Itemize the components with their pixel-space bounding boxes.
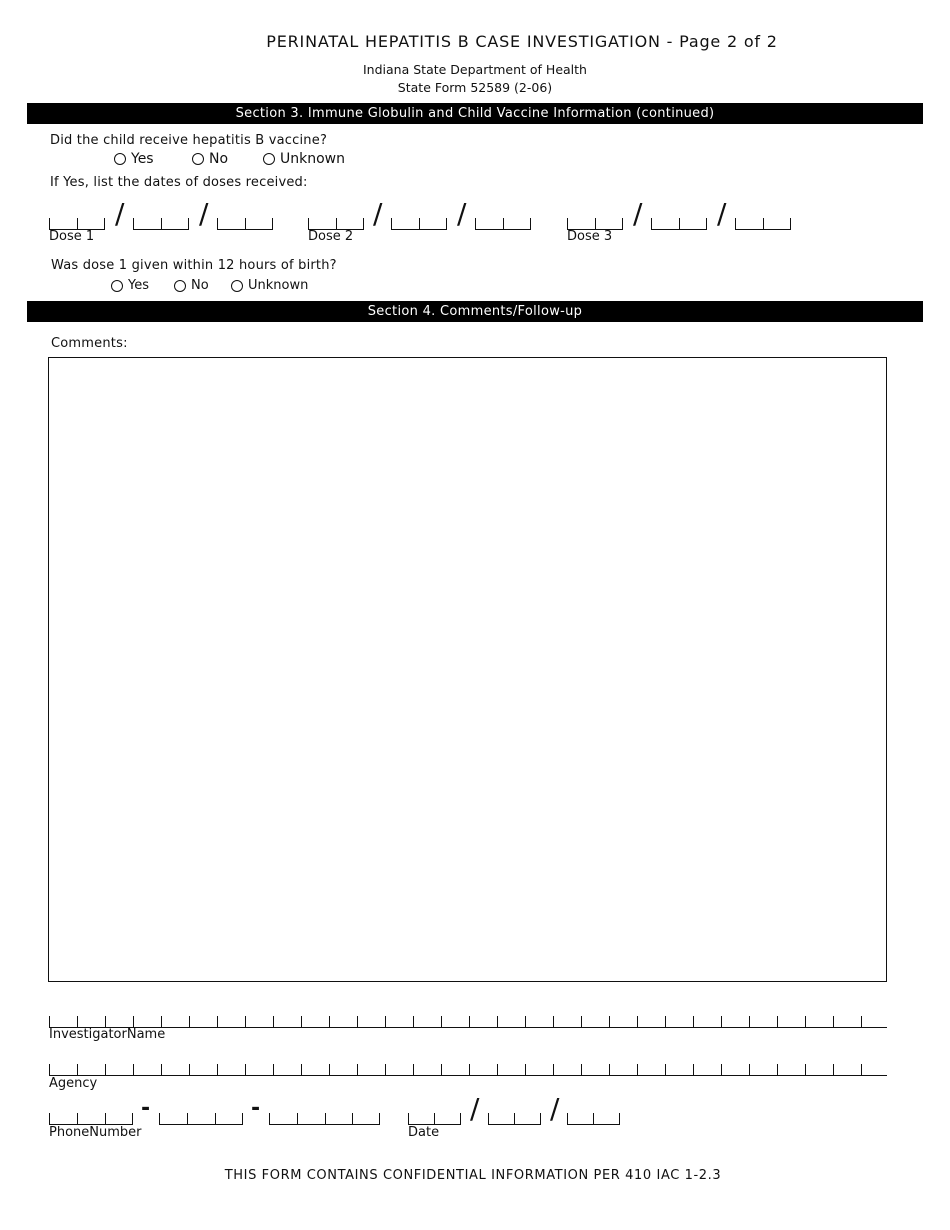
cell-divider <box>833 1064 834 1075</box>
dose2-label: Dose 2 <box>308 229 354 244</box>
cell-divider <box>665 1016 666 1027</box>
dose1-yes-label: Yes <box>128 278 149 293</box>
cell-divider <box>693 1016 694 1027</box>
date-slash: / <box>550 1092 560 1125</box>
cell-divider <box>609 1016 610 1027</box>
cell-divider <box>637 1016 638 1027</box>
radio-circle-icon[interactable] <box>263 153 275 165</box>
cell-divider <box>273 1016 274 1027</box>
cell-divider <box>49 1016 50 1027</box>
vaccine-yes-label: Yes <box>131 151 154 167</box>
agency-label: Agency <box>49 1076 98 1091</box>
dose3-day-field[interactable] <box>651 215 707 230</box>
dose2-day-field[interactable] <box>391 215 447 230</box>
cell-divider <box>133 1064 134 1075</box>
radio-circle-icon[interactable] <box>111 280 123 292</box>
section-4-heading: Section 4. Comments/Follow-up <box>27 301 923 322</box>
date-slash: / <box>717 197 727 230</box>
dose1-month-field[interactable] <box>49 215 105 230</box>
comments-label: Comments: <box>51 336 128 351</box>
cell-divider <box>77 1016 78 1027</box>
cell-divider <box>301 1016 302 1027</box>
cell-divider <box>441 1064 442 1075</box>
cell-divider <box>357 1016 358 1027</box>
cell-divider <box>553 1016 554 1027</box>
cell-divider <box>273 1064 274 1075</box>
radio-circle-icon[interactable] <box>174 280 186 292</box>
radio-circle-icon[interactable] <box>114 153 126 165</box>
vaccine-unknown-label: Unknown <box>280 151 345 167</box>
cell-divider <box>805 1016 806 1027</box>
vaccine-question: Did the child receive hepatitis B vaccine? <box>50 133 328 148</box>
agency-field[interactable] <box>49 1061 887 1076</box>
dose1-day-field[interactable] <box>133 215 189 230</box>
cell-divider <box>749 1064 750 1075</box>
date-slash: / <box>373 197 383 230</box>
dose1-no-radio[interactable] <box>174 278 209 293</box>
cell-divider <box>637 1064 638 1075</box>
dose2-year-field[interactable] <box>475 215 531 230</box>
cell-divider <box>301 1064 302 1075</box>
cell-divider <box>329 1064 330 1075</box>
dose1-unknown-label: Unknown <box>248 278 309 293</box>
cell-divider <box>413 1064 414 1075</box>
date-slash: / <box>633 197 643 230</box>
cell-divider <box>777 1064 778 1075</box>
cell-divider <box>441 1016 442 1027</box>
cell-divider <box>749 1016 750 1027</box>
date-slash: / <box>199 197 209 230</box>
date-slash: / <box>115 197 125 230</box>
vaccine-unknown-radio[interactable] <box>263 151 345 167</box>
date-month-field[interactable] <box>408 1110 461 1125</box>
cell-divider <box>721 1064 722 1075</box>
dose3-month-field[interactable] <box>567 215 623 230</box>
dose1-timing-question: Was dose 1 given within 12 hours of birth? <box>51 258 337 273</box>
cell-divider <box>497 1064 498 1075</box>
dose3-year-field[interactable] <box>735 215 791 230</box>
cell-divider <box>553 1064 554 1075</box>
cell-divider <box>777 1016 778 1027</box>
form-number: State Form 52589 (2-06) <box>397 80 553 95</box>
cell-divider <box>861 1016 862 1027</box>
form-title: PERINATAL HEPATITIS B CASE INVESTIGATION - Page 2 of 2 <box>266 32 778 51</box>
date-label: Date <box>408 1125 440 1140</box>
cell-divider <box>413 1016 414 1027</box>
cell-divider <box>189 1016 190 1027</box>
cell-divider <box>357 1064 358 1075</box>
investigator-name-label: InvestigatorName <box>49 1027 166 1042</box>
cell-divider <box>385 1064 386 1075</box>
cell-divider <box>665 1064 666 1075</box>
dose1-yes-radio[interactable] <box>111 278 149 293</box>
dose1-label: Dose 1 <box>49 229 95 244</box>
cell-divider <box>49 1064 50 1075</box>
cell-divider <box>189 1064 190 1075</box>
dose2-month-field[interactable] <box>308 215 364 230</box>
cell-divider <box>161 1064 162 1075</box>
dose1-no-label: No <box>191 278 209 293</box>
phone-dash: - <box>141 1096 151 1121</box>
cell-divider <box>245 1064 246 1075</box>
phone-dash: - <box>251 1096 261 1121</box>
phone-area-code-field[interactable] <box>49 1110 133 1125</box>
cell-divider <box>105 1064 106 1075</box>
cell-divider <box>609 1064 610 1075</box>
cell-divider <box>721 1016 722 1027</box>
cell-divider <box>833 1016 834 1027</box>
cell-divider <box>497 1016 498 1027</box>
phone-line-field[interactable] <box>269 1110 380 1125</box>
cell-divider <box>525 1016 526 1027</box>
date-slash: / <box>470 1092 480 1125</box>
date-year-field[interactable] <box>567 1110 620 1125</box>
dose3-label: Dose 3 <box>567 229 613 244</box>
cell-divider <box>693 1064 694 1075</box>
cell-divider <box>217 1064 218 1075</box>
phone-prefix-field[interactable] <box>159 1110 243 1125</box>
cell-divider <box>133 1016 134 1027</box>
vaccine-no-label: No <box>209 151 229 167</box>
confidentiality-notice: THIS FORM CONTAINS CONFIDENTIAL INFORMATION PER 410 IAC 1-2.3 <box>224 1168 722 1183</box>
cell-divider <box>525 1064 526 1075</box>
cell-divider <box>77 1064 78 1075</box>
vaccine-yes-radio[interactable] <box>114 151 154 167</box>
cell-divider <box>329 1016 330 1027</box>
cell-divider <box>581 1064 582 1075</box>
cell-divider <box>469 1064 470 1075</box>
dates-prompt: If Yes, list the dates of doses received: <box>50 175 308 190</box>
cell-divider <box>105 1016 106 1027</box>
cell-divider <box>385 1016 386 1027</box>
cell-divider <box>245 1016 246 1027</box>
investigator-name-field[interactable] <box>49 1013 887 1028</box>
cell-divider <box>469 1016 470 1027</box>
cell-divider <box>581 1016 582 1027</box>
cell-divider <box>217 1016 218 1027</box>
cell-divider <box>861 1064 862 1075</box>
comments-textarea[interactable] <box>48 357 887 982</box>
dose1-year-field[interactable] <box>217 215 273 230</box>
agency-name: Indiana State Department of Health <box>363 62 587 77</box>
phone-label: PhoneNumber <box>49 1125 142 1140</box>
cell-divider <box>161 1016 162 1027</box>
date-slash: / <box>457 197 467 230</box>
section-3-heading: Section 3. Immune Globulin and Child Vaccine Information (continued) <box>27 103 923 124</box>
date-day-field[interactable] <box>488 1110 541 1125</box>
vaccine-no-radio[interactable] <box>192 151 228 167</box>
radio-circle-icon[interactable] <box>192 153 204 165</box>
radio-circle-icon[interactable] <box>231 280 243 292</box>
cell-divider <box>805 1064 806 1075</box>
dose1-unknown-radio[interactable] <box>231 278 308 293</box>
